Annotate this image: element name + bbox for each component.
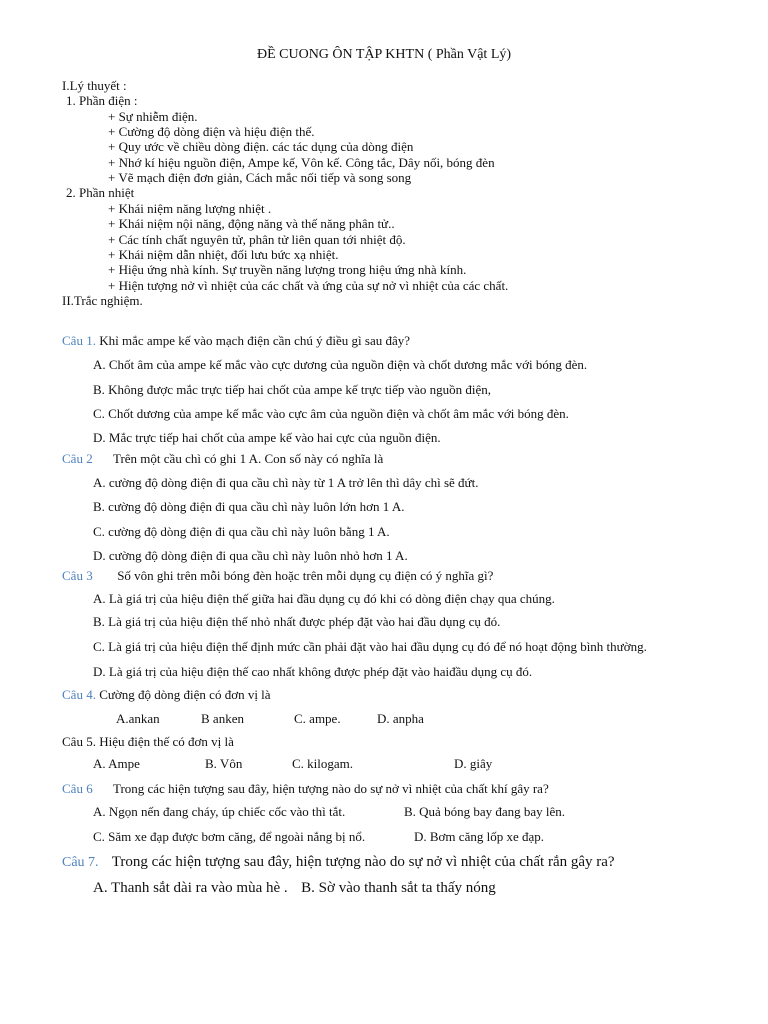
answer-option: C. Là giá trị của hiệu điện thế định mức cần phải đặt vào hai đầu dụng cụ đó để nó hoạt động bình thường.	[93, 639, 647, 654]
question-5: Câu 5. Hiệu điện thế có đơn vị là	[62, 734, 234, 749]
question-6	[62, 781, 549, 796]
question-number: Câu 3	[62, 568, 93, 583]
question-text: Trong các hiện tượng sau đây, hiện tượng nào do sự nở vì nhiệt của chất khí gây ra?	[112, 781, 549, 796]
question-text: Trong các hiện tượng sau đây, hiện tượng nào do sự nở vì nhiệt của chất rắn gây ra?	[111, 854, 615, 870]
part2-item: + Khái niệm nội năng, động năng và thế năng phân tử..	[108, 216, 395, 231]
question-number: Câu 7.	[62, 855, 99, 870]
question-2	[62, 451, 383, 466]
answer-option: B. Là giá trị của hiệu điện thế nhỏ nhất được phép đặt vào hai đầu dụng cụ đó.	[93, 614, 501, 629]
answer-option: B. Quả bóng bay đang bay lên.	[404, 804, 566, 819]
question-3	[62, 568, 493, 583]
part2-item: + Hiện tượng nở vì nhiệt của các chất và ứng của sự nở vì nhiệt của các chất.	[108, 278, 509, 293]
part1-item: + Cường độ dòng điện và hiệu điện thế.	[108, 124, 315, 139]
answer-option: D. Mắc trực tiếp hai chốt của ampe kế vào hai cực của nguồn điện.	[93, 430, 441, 445]
answer-option: D. Bơm căng lốp xe đạp.	[414, 829, 544, 844]
question-text: Số vôn ghi trên mỗi bóng đèn hoặc trên mỗi dụng cụ điện có ý nghĩa gì?	[117, 568, 494, 583]
answer-option: A. Là giá trị của hiệu điện thế giữa hai đầu dụng cụ đó khi có dòng điện chạy qua chúng.	[93, 591, 555, 606]
part1-item: + Quy ước về chiều dòng điện. các tác dụng của dòng điện	[108, 139, 414, 154]
part1-heading: 1. Phần điện :	[66, 93, 138, 108]
question-7	[62, 853, 615, 872]
answer-option: D. Là giá trị của hiệu điện thế cao nhất không được phép đặt vào haiđầu dụng cụ đó.	[93, 664, 533, 679]
answer-option: A.ankan	[116, 711, 160, 726]
answer-option: B. Vôn	[205, 756, 243, 771]
answer-option: A. Ampe	[93, 756, 140, 771]
part1-item: + Vẽ mạch điện đơn giản, Cách mắc nối tiếp và song song	[108, 170, 412, 185]
question-text: Khỉ mắc ampe kế vào mạch điện cần chú ý điều gì sau đây?	[99, 333, 411, 348]
answer-option: A. Ngọn nến đang cháy, úp chiếc cốc vào thì tắt.	[93, 804, 346, 819]
answer-option: D. giây	[454, 756, 493, 771]
part2-heading: 2. Phần nhiệt	[66, 185, 135, 200]
question-4	[62, 687, 271, 702]
page-title: ĐỀ CUONG ÔN TẬP KHTN ( Phần Vật Lý)	[256, 47, 512, 62]
part2-item: + Khái niệm năng lượng nhiệt .	[108, 201, 272, 216]
question-number: Câu 6	[62, 781, 93, 796]
question-number: Câu 2	[62, 451, 93, 466]
part2-item: + Khái niệm dẫn nhiệt, đối lưu bức xạ nhiệt.	[108, 247, 339, 262]
answer-option: B. Sờ vào thanh sắt ta thấy nóng	[301, 880, 496, 896]
part1-item: + Nhớ kí hiệu nguồn điện, Ampe kế, Vôn kế. Công tắc, Dây nối, bóng đèn	[108, 155, 495, 170]
answer-option: A. cường độ dòng điện đi qua cầu chì này từ 1 A trở lên thì dây chì sẽ đứt.	[93, 475, 479, 490]
answer-option: B. cường độ dòng điện đi qua cầu chì này luôn lớn hơn 1 A.	[93, 499, 405, 514]
answer-option: A. Thanh sắt dài ra vào mùa hè .	[93, 880, 288, 896]
part2-item: + Hiệu ứng nhà kính. Sự truyền năng lượng trong hiệu ứng nhà kính.	[108, 262, 467, 277]
question-7-options	[93, 879, 496, 897]
question-text: Trên một cầu chì có ghi 1 A. Con số này có nghĩa là	[112, 451, 384, 466]
answer-option: C. Săm xe đạp được bơm căng, để ngoài nắng bị nổ.	[93, 829, 366, 844]
part2-item: + Các tính chất nguyên tử, phân tử liên quan tới nhiệt độ.	[108, 232, 406, 247]
question-number: Câu 4.	[62, 687, 96, 702]
answer-option: C. ampe.	[294, 711, 341, 726]
theory-heading: I.Lý thuyết :	[62, 78, 127, 93]
answer-option: C. cường độ dòng điện đi qua cầu chì này luôn bằng 1 A.	[93, 524, 390, 539]
question-1	[62, 333, 410, 348]
question-text: Cường độ dòng điện có đơn vị là	[99, 687, 271, 702]
answer-option: A. Chốt âm của ampe kế mắc vào cực dương của nguồn điện và chốt dương mắc với bóng đèn.	[93, 357, 588, 372]
answer-option: D. cường độ dòng điện đi qua cầu chì này luôn nhỏ hơn 1 A.	[93, 548, 408, 563]
answer-option: C. Chốt dương của ampe kế mắc vào cực âm của nguồn điện và chốt âm mắc với bóng đèn.	[93, 406, 569, 421]
question-number: Câu 1.	[62, 333, 96, 348]
part1-item: + Sự nhiễm điện.	[108, 109, 198, 124]
answer-option: B. Không được mắc trực tiếp hai chốt của ampe kế trực tiếp vào nguồn điện,	[93, 382, 492, 397]
answer-option: C. kilogam.	[292, 756, 354, 771]
answer-option: B anken	[201, 711, 244, 726]
answer-option: D. anpha	[377, 711, 424, 726]
quiz-heading: II.Trắc nghiệm.	[62, 293, 143, 308]
